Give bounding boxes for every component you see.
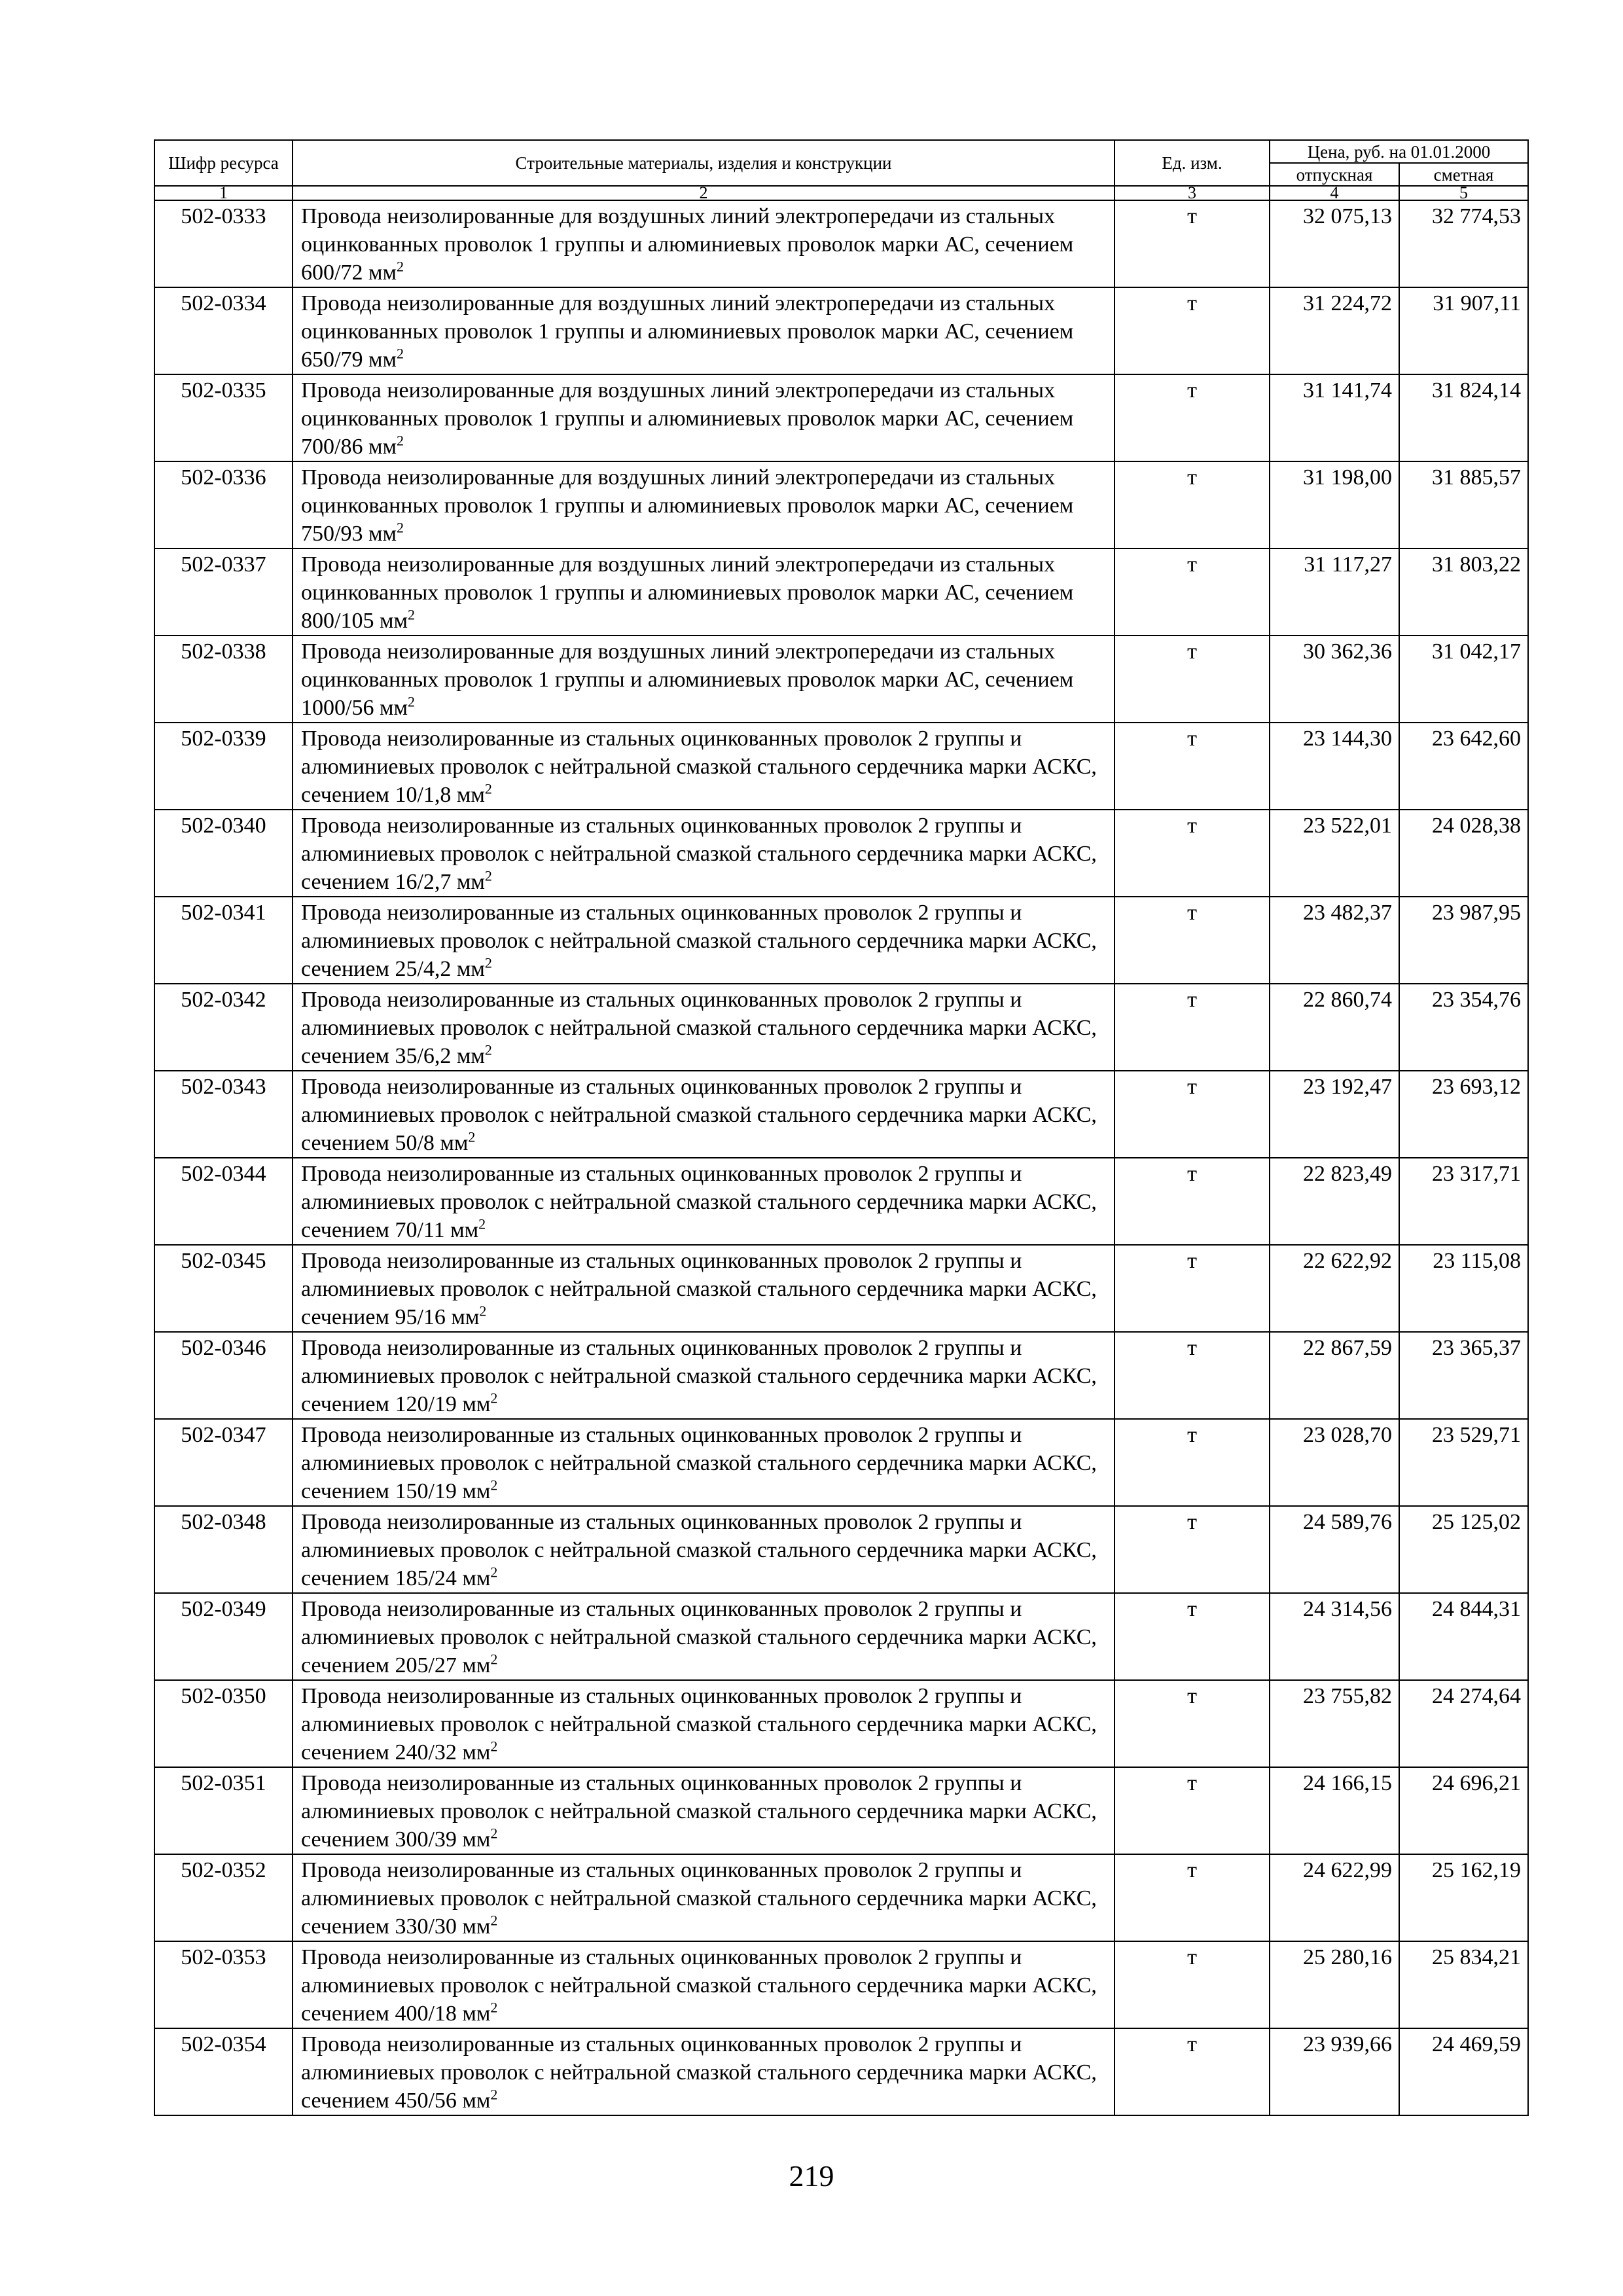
table-row: [154, 810, 1528, 897]
table-row: [154, 984, 1528, 1071]
resource-code-cell: 502-0338: [154, 636, 293, 723]
unit-cell: т: [1115, 1593, 1270, 1680]
table-row: [154, 2028, 1528, 2115]
release-price-cell: 30 362,36: [1270, 636, 1399, 723]
release-price-cell: 23 482,37: [1270, 897, 1399, 984]
column-number: 5: [1399, 186, 1528, 200]
material-description: Провода неизолированные из стальных оцинкованных проволок 2 группы и алюминиевых проволок с нейтральной смазкой стального сердечника марки АСКС, сечением 330/30 мм: [301, 1858, 1097, 1939]
unit-superscript: 2: [490, 1825, 498, 1842]
material-description: Провода неизолированные из стальных оцинкованных проволок 2 группы и алюминиевых проволок с нейтральной смазкой стального сердечника марки АСКС, сечением 16/2,7 мм: [301, 814, 1097, 894]
resource-code-cell: 502-0348: [154, 1506, 293, 1593]
resource-code-cell: 502-0354: [154, 2028, 293, 2115]
material-description-cell: [293, 461, 1115, 548]
unit-superscript: 2: [490, 1390, 498, 1407]
unit-cell: т: [1115, 374, 1270, 461]
release-price-cell: 24 589,76: [1270, 1506, 1399, 1593]
unit-cell: т: [1115, 1854, 1270, 1941]
unit-superscript: 2: [407, 606, 415, 623]
material-description-cell: [293, 723, 1115, 810]
unit-superscript: 2: [396, 432, 404, 449]
header-code: Шифр ресурса: [154, 140, 293, 186]
material-description: Провода неизолированные из стальных оцинкованных проволок 2 группы и алюминиевых проволок с нейтральной смазкой стального сердечника марки АСКС, сечением 50/8 мм: [301, 1075, 1097, 1155]
unit-superscript: 2: [484, 954, 492, 971]
price-table: [154, 139, 1529, 2116]
unit-cell: т: [1115, 1680, 1270, 1767]
resource-code-cell: 502-0335: [154, 374, 293, 461]
unit-superscript: 2: [396, 258, 404, 275]
material-description: Провода неизолированные из стальных оцинкованных проволок 2 группы и алюминиевых проволок с нейтральной смазкой стального сердечника марки АСКС, сечением 35/6,2 мм: [301, 988, 1097, 1068]
table-row: [154, 636, 1528, 723]
unit-superscript: 2: [490, 1564, 498, 1581]
material-description: Провода неизолированные из стальных оцинкованных проволок 2 группы и алюминиевых проволок с нейтральной смазкой стального сердечника марки АСКС, сечением 205/27 мм: [301, 1597, 1097, 1677]
table-row: [154, 1593, 1528, 1680]
release-price-cell: 23 192,47: [1270, 1071, 1399, 1158]
page-number: 219: [789, 2159, 834, 2193]
unit-cell: т: [1115, 984, 1270, 1071]
release-price-cell: 31 117,27: [1270, 548, 1399, 636]
release-price-cell: 24 622,99: [1270, 1854, 1399, 1941]
unit-cell: т: [1115, 723, 1270, 810]
release-price-cell: 23 939,66: [1270, 2028, 1399, 2115]
table-row: [154, 1506, 1528, 1593]
material-description: Провода неизолированные для воздушных линий электропередачи из стальных оцинкованных проволок 1 группы и алюминиевых проволок марки АС, сечением 650/79 мм: [301, 291, 1074, 372]
column-number: 3: [1115, 186, 1270, 200]
resource-code-cell: 502-0333: [154, 200, 293, 287]
material-description: Провода неизолированные из стальных оцинкованных проволок 2 группы и алюминиевых проволок с нейтральной смазкой стального сердечника марки АСКС, сечением 10/1,8 мм: [301, 726, 1097, 807]
estimate-price-cell: 25 162,19: [1399, 1854, 1528, 1941]
material-description: Провода неизолированные из стальных оцинкованных проволок 2 группы и алюминиевых проволок с нейтральной смазкой стального сердечника марки АСКС, сечением 300/39 мм: [301, 1771, 1097, 1852]
estimate-price-cell: 31 803,22: [1399, 548, 1528, 636]
table-row: [154, 287, 1528, 374]
release-price-cell: 23 755,82: [1270, 1680, 1399, 1767]
table-row: [154, 1419, 1528, 1506]
unit-superscript: 2: [484, 867, 492, 884]
unit-cell: т: [1115, 461, 1270, 548]
unit-cell: т: [1115, 1245, 1270, 1332]
material-description: Провода неизолированные из стальных оцинкованных проволок 2 группы и алюминиевых проволок с нейтральной смазкой стального сердечника марки АСКС, сечением 95/16 мм: [301, 1249, 1097, 1329]
material-description: Провода неизолированные из стальных оцинкованных проволок 2 группы и алюминиевых проволок с нейтральной смазкой стального сердечника марки АСКС, сечением 150/19 мм: [301, 1423, 1097, 1503]
estimate-price-cell: 25 125,02: [1399, 1506, 1528, 1593]
resource-code-cell: 502-0342: [154, 984, 293, 1071]
resource-code-cell: 502-0334: [154, 287, 293, 374]
table-row: [154, 1854, 1528, 1941]
table-row: [154, 1941, 1528, 2028]
header-unit: Ед. изм.: [1115, 140, 1270, 186]
header-price-estimate: сметная: [1399, 163, 1528, 186]
material-description: Провода неизолированные из стальных оцинкованных проволок 2 группы и алюминиевых проволок с нейтральной смазкой стального сердечника марки АСКС, сечением 185/24 мм: [301, 1510, 1097, 1590]
estimate-price-cell: 31 042,17: [1399, 636, 1528, 723]
table-row: [154, 1767, 1528, 1854]
column-number: 2: [293, 186, 1115, 200]
resource-code-cell: 502-0347: [154, 1419, 293, 1506]
table-row: [154, 200, 1528, 287]
unit-superscript: 2: [407, 693, 415, 710]
table-row: [154, 1071, 1528, 1158]
material-description: Провода неизолированные из стальных оцинкованных проволок 2 группы и алюминиевых проволок с нейтральной смазкой стального сердечника марки АСКС, сечением 400/18 мм: [301, 1945, 1097, 2026]
unit-superscript: 2: [490, 1738, 498, 1755]
unit-cell: т: [1115, 636, 1270, 723]
estimate-price-cell: 24 274,64: [1399, 1680, 1528, 1767]
release-price-cell: 31 198,00: [1270, 461, 1399, 548]
material-description: Провода неизолированные для воздушных линий электропередачи из стальных оцинкованных проволок 1 группы и алюминиевых проволок марки АС, сечением 800/105 мм: [301, 552, 1074, 633]
material-description-cell: [293, 1680, 1115, 1767]
resource-code-cell: 502-0349: [154, 1593, 293, 1680]
header-price-release: отпускная: [1270, 163, 1399, 186]
unit-cell: т: [1115, 1941, 1270, 2028]
estimate-price-cell: 23 354,76: [1399, 984, 1528, 1071]
unit-superscript: 2: [490, 1912, 498, 1929]
unit-superscript: 2: [479, 1302, 487, 1319]
estimate-price-cell: 24 696,21: [1399, 1767, 1528, 1854]
estimate-price-cell: 31 885,57: [1399, 461, 1528, 548]
release-price-cell: 22 860,74: [1270, 984, 1399, 1071]
table-row: [154, 374, 1528, 461]
table-row: [154, 548, 1528, 636]
unit-superscript: 2: [490, 1477, 498, 1494]
unit-cell: т: [1115, 548, 1270, 636]
resource-code-cell: 502-0341: [154, 897, 293, 984]
table-row: [154, 1158, 1528, 1245]
table-body: [154, 200, 1528, 2115]
resource-code-cell: 502-0352: [154, 1854, 293, 1941]
estimate-price-cell: 23 529,71: [1399, 1419, 1528, 1506]
release-price-cell: 22 823,49: [1270, 1158, 1399, 1245]
column-number: 1: [154, 186, 293, 200]
release-price-cell: 23 144,30: [1270, 723, 1399, 810]
material-description: Провода неизолированные из стальных оцинкованных проволок 2 группы и алюминиевых проволок с нейтральной смазкой стального сердечника марки АСКС, сечением 25/4,2 мм: [301, 901, 1097, 981]
table-row: [154, 1245, 1528, 1332]
material-description: Провода неизолированные из стальных оцинкованных проволок 2 группы и алюминиевых проволок с нейтральной смазкой стального сердечника марки АСКС, сечением 450/56 мм: [301, 2032, 1097, 2113]
estimate-price-cell: 23 987,95: [1399, 897, 1528, 984]
unit-superscript: 2: [468, 1128, 476, 1145]
unit-cell: т: [1115, 200, 1270, 287]
material-description-cell: [293, 374, 1115, 461]
header-price-group: Цена, руб. на 01.01.2000: [1270, 140, 1528, 163]
material-description-cell: [293, 548, 1115, 636]
unit-cell: т: [1115, 1767, 1270, 1854]
column-number: 4: [1270, 186, 1399, 200]
unit-cell: т: [1115, 1158, 1270, 1245]
release-price-cell: 23 522,01: [1270, 810, 1399, 897]
unit-superscript: 2: [396, 345, 404, 362]
material-description-cell: [293, 897, 1115, 984]
unit-cell: т: [1115, 1419, 1270, 1506]
estimate-price-cell: 23 365,37: [1399, 1332, 1528, 1419]
resource-code-cell: 502-0339: [154, 723, 293, 810]
unit-superscript: 2: [490, 2086, 498, 2103]
material-description-cell: [293, 810, 1115, 897]
estimate-price-cell: 23 693,12: [1399, 1071, 1528, 1158]
material-description-cell: [293, 2028, 1115, 2115]
material-description-cell: [293, 1245, 1115, 1332]
resource-code-cell: 502-0343: [154, 1071, 293, 1158]
resource-code-cell: 502-0340: [154, 810, 293, 897]
material-description-cell: [293, 1071, 1115, 1158]
unit-superscript: 2: [484, 1041, 492, 1058]
table-row: [154, 1332, 1528, 1419]
unit-superscript: 2: [396, 519, 404, 536]
material-description-cell: [293, 1158, 1115, 1245]
resource-code-cell: 502-0345: [154, 1245, 293, 1332]
table-row: [154, 723, 1528, 810]
release-price-cell: 22 622,92: [1270, 1245, 1399, 1332]
material-description-cell: [293, 636, 1115, 723]
material-description: Провода неизолированные из стальных оцинкованных проволок 2 группы и алюминиевых проволок с нейтральной смазкой стального сердечника марки АСКС, сечением 120/19 мм: [301, 1336, 1097, 1416]
release-price-cell: 31 224,72: [1270, 287, 1399, 374]
material-description-cell: [293, 984, 1115, 1071]
unit-cell: т: [1115, 810, 1270, 897]
release-price-cell: 32 075,13: [1270, 200, 1399, 287]
unit-cell: т: [1115, 1071, 1270, 1158]
estimate-price-cell: 23 115,08: [1399, 1245, 1528, 1332]
resource-code-cell: 502-0336: [154, 461, 293, 548]
estimate-price-cell: 31 824,14: [1399, 374, 1528, 461]
release-price-cell: 24 314,56: [1270, 1593, 1399, 1680]
table-row: [154, 461, 1528, 548]
release-price-cell: 22 867,59: [1270, 1332, 1399, 1419]
unit-cell: т: [1115, 2028, 1270, 2115]
unit-cell: т: [1115, 287, 1270, 374]
material-description: Провода неизолированные для воздушных линий электропередачи из стальных оцинкованных проволок 1 группы и алюминиевых проволок марки АС, сечением 600/72 мм: [301, 204, 1074, 285]
material-description-cell: [293, 1332, 1115, 1419]
resource-code-cell: 502-0353: [154, 1941, 293, 2028]
unit-superscript: 2: [490, 1651, 498, 1668]
material-description-cell: [293, 1593, 1115, 1680]
unit-superscript: 2: [490, 1999, 498, 2016]
release-price-cell: 23 028,70: [1270, 1419, 1399, 1506]
material-description: Провода неизолированные для воздушных линий электропередачи из стальных оцинкованных проволок 1 группы и алюминиевых проволок марки АС, сечением 700/86 мм: [301, 378, 1074, 459]
material-description-cell: [293, 1854, 1115, 1941]
resource-code-cell: 502-0346: [154, 1332, 293, 1419]
material-description: Провода неизолированные из стальных оцинкованных проволок 2 группы и алюминиевых проволок с нейтральной смазкой стального сердечника марки АСКС, сечением 240/32 мм: [301, 1684, 1097, 1765]
unit-superscript: 2: [478, 1215, 486, 1232]
material-description: Провода неизолированные для воздушных линий электропередачи из стальных оцинкованных проволок 1 группы и алюминиевых проволок марки АС, сечением 750/93 мм: [301, 465, 1074, 546]
estimate-price-cell: 31 907,11: [1399, 287, 1528, 374]
resource-code-cell: 502-0337: [154, 548, 293, 636]
estimate-price-cell: 23 317,71: [1399, 1158, 1528, 1245]
release-price-cell: 24 166,15: [1270, 1767, 1399, 1854]
material-description-cell: [293, 287, 1115, 374]
release-price-cell: 25 280,16: [1270, 1941, 1399, 2028]
table-row: [154, 897, 1528, 984]
estimate-price-cell: 24 844,31: [1399, 1593, 1528, 1680]
material-description: Провода неизолированные для воздушных линий электропередачи из стальных оцинкованных проволок 1 группы и алюминиевых проволок марки АС, сечением 1000/56 мм: [301, 639, 1074, 720]
material-description-cell: [293, 1941, 1115, 2028]
material-description-cell: [293, 1506, 1115, 1593]
material-description: Провода неизолированные из стальных оцинкованных проволок 2 группы и алюминиевых проволок с нейтральной смазкой стального сердечника марки АСКС, сечением 70/11 мм: [301, 1162, 1097, 1242]
release-price-cell: 31 141,74: [1270, 374, 1399, 461]
resource-code-cell: 502-0351: [154, 1767, 293, 1854]
estimate-price-cell: 24 469,59: [1399, 2028, 1528, 2115]
material-description-cell: [293, 1419, 1115, 1506]
header-name: Строительные материалы, изделия и конструкции: [293, 140, 1115, 186]
estimate-price-cell: 25 834,21: [1399, 1941, 1528, 2028]
resource-code-cell: 502-0344: [154, 1158, 293, 1245]
unit-cell: т: [1115, 897, 1270, 984]
estimate-price-cell: 23 642,60: [1399, 723, 1528, 810]
material-description-cell: [293, 200, 1115, 287]
estimate-price-cell: 24 028,38: [1399, 810, 1528, 897]
estimate-price-cell: 32 774,53: [1399, 200, 1528, 287]
unit-superscript: 2: [484, 780, 492, 797]
resource-code-cell: 502-0350: [154, 1680, 293, 1767]
table-row: [154, 1680, 1528, 1767]
unit-cell: т: [1115, 1506, 1270, 1593]
material-description-cell: [293, 1767, 1115, 1854]
unit-cell: т: [1115, 1332, 1270, 1419]
